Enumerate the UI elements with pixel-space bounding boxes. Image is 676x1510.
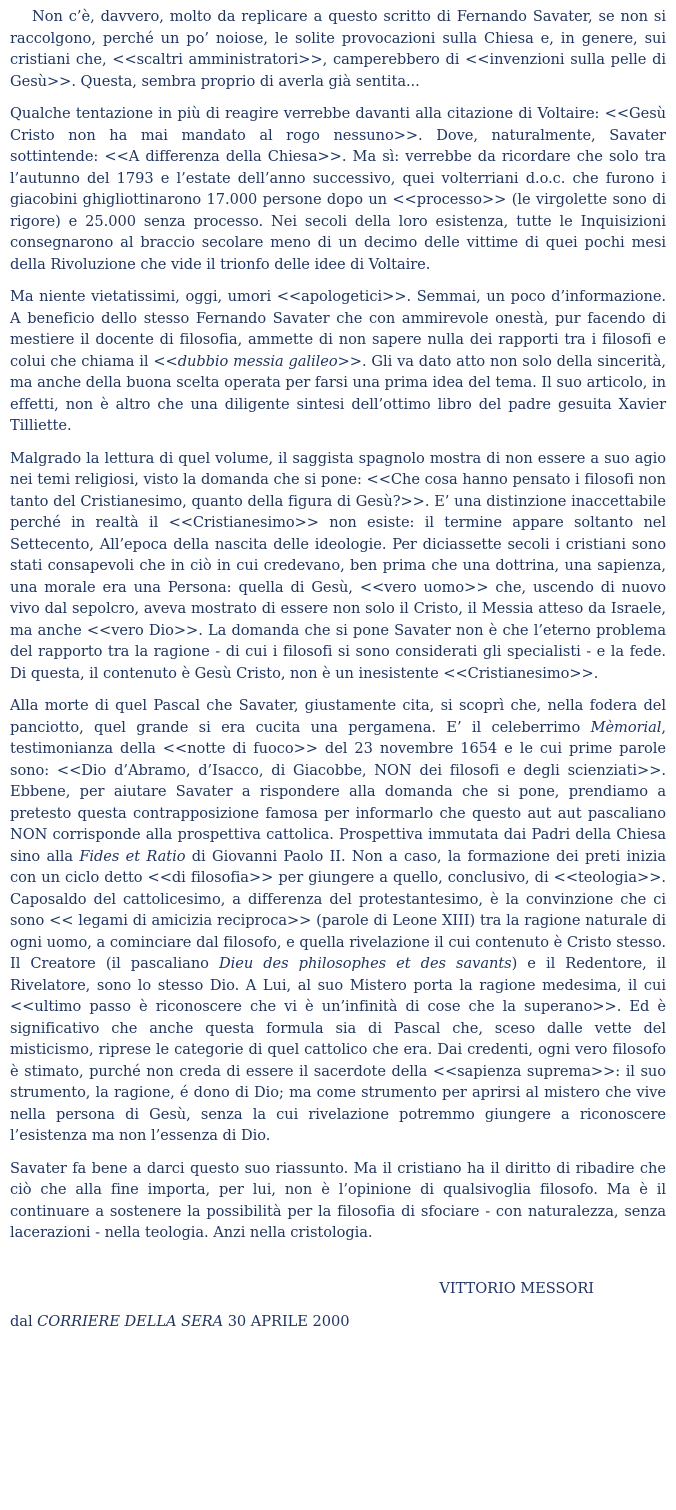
paragraph-3-text-a: Ma niente vietatissimi, oggi, umori <<apologetici>>. Semmai, un poco d’informazione. A beneficio dello stesso Fernando Savater che con ammirevole onestà, pur facendo di mestiere il docente di filosofia, ammette di non sapere nulla dei rapporti tra i filosofi e colui che chiama il << [10, 288, 666, 370]
paragraph-5-emphasis-memorial: Mèmorial [590, 718, 662, 736]
paragraph-5-text-b: , testimonianza della <<notte di fuoco>> del 23 novembre 1654 e le cui prime parole sono: <<Dio d’Abramo, d’Isacco, di Giacobbe, NON dei filosofi e degli scienziati>>. Ebbene, per aiutare Savater a rispondere alla domanda che si pone, prendiamo a pretesto questa contrapposizione famosa per informarlo che questo aut aut pascaliano NON corrisponde alla prospettiva cattolica. Prospettiva immutata dai Padri della Chiesa sino alla [10, 718, 666, 865]
paragraph-5-emphasis-dieu: Dieu des philosophes et des savants [218, 955, 512, 972]
article-page [10, 6, 666, 1333]
paragraph-5-emphasis-fides: Fides et Ratio [79, 847, 186, 865]
author-signature: VITTORIO MESSORI [439, 1279, 594, 1297]
source-prefix: dal [10, 1313, 38, 1330]
paragraph-4: Malgrado la lettura di quel volume, il saggista spagnolo mostra di non essere a suo agio nei temi religiosi, visto la domanda che si pone: <<Che cosa hanno pensato i filosofi non tanto del Cristianesimo, quanto della figura di Gesù?>>. E’ una distinzione inaccettabile perché in realtà il <<Cristianesimo>> non esiste: il termine appare soltanto nel Settecento, All’epoca della nascita delle ideologie. Per diciassette secoli i cristiani sono stati consapevoli che in ciò in cui credevano, ben prima che una dottrina, una sapienza, una morale era una Persona: quella di Gesù, <<vero uomo>> che, uscendo di nuovo vivo dal sepolcro, aveva mostrato di essere non solo il Cristo, il Messia atteso da Israele, ma anche <<vero Dio>>. La domanda che si pone Savater non è che l’eterno problema del rapporto tra la ragione - di cui i filosofi si sono considerati gli specialisti - e la fede. Di questa, il contenuto è Gesù Cristo, non è un inesistente <<Cristianesimo>>. [10, 449, 666, 682]
paragraph-5-text-c: di Giovanni Paolo II. Non a caso, la formazione dei preti inizia con un ciclo detto <<di filosofia>> per giungere a quello, conclusivo, di <<teologia>>. Caposaldo del cattolicesimo, a differenza del protestantesimo, è la convinzione che ci sono << legami di amicizia reciproca>> (parole di Leone XIII) tra la ragione naturale di ogni uomo, a cominciare dal filosofo, e quella rivelazione il cui contenuto è Cristo stesso. Il Creatore (il pascaliano [10, 847, 666, 972]
paragraph-5-text-a: Alla morte di quel Pascal che Savater, giustamente cita, si scoprì che, nella fodera del panciotto, quel grande si era cucita una pergamena. E’ il celeberrimo [10, 697, 666, 736]
paragraph-5-text-d: ) e il Redentore, il Rivelatore, sono lo stesso Dio. A Lui, al suo Mistero porta la ragione medesima, il cui <<ultimo passo è riconoscere che vi è un’infinità di cose che la superano>>. Ed è significativo che anche questa formula sia di Pascal che, sceso dalle vette del misticismo, riprese le categorie di quel cattolico che era. Dai credenti, ogni vero filosofo è stimato, purché non creda di essere il sacerdote della <<sapienza suprema>>: il suo strumento, la ragione, é dono di Dio; ma come strumento per aprirsi al mistero che vive nella persona di Gesù, senza la cui rivelazione potremmo giungere a riconoscere l’esistenza ma non l’essenza di Dio. [10, 955, 666, 1144]
paragraph-3-emphasis: dubbio messia galileo [177, 352, 338, 370]
paragraph-5 [10, 695, 666, 1147]
source-newspaper: CORRIERE DELLA SERA [37, 1313, 224, 1330]
paragraph-2: Qualche tentazione in più di reagire verrebbe davanti alla citazione di Voltaire: <<Gesù Cristo non ha mai mandato al rogo nessuno>>. Dove, naturalmente, Savater sottintende: <<A differenza della Chiesa>>. Ma sì: verrebbe da ricordare che solo tra l’autunno del 1793 e l’estate dell’anno successivo, quei volterriani d.o.c. che furono i giacobini ghigliottinarono 17.000 persone dopo un <<processo>> (le virgolette sono di rigore) e 25.000 senza processo. Nei secoli della loro esistenza, tutte le Inquisizioni consegnarono al braccio secolare meno di un decimo delle vittime di quei pochi mesi della Rivoluzione che vide il trionfo delle idee di Voltaire. [10, 105, 666, 273]
source-line [10, 1311, 666, 1333]
paragraph-6: Savater fa bene a darci questo suo riassunto. Ma il cristiano ha il diritto di ribadire che ciò che alla fine importa, per lui, non è l’opinione di qualsivoglia filosofo. Ma è il continuare a sostenere la possibilità per la filosofia di sfociare - con naturalezza, senza lacerazioni - nella teologia. Anzi nella cristologia. [10, 1159, 666, 1241]
paragraph-1: Non c’è, davvero, molto da replicare a questo scritto di Fernando Savater, se non si raccolgono, perché un po’ noiose, le solite provocazioni sulla Chiesa e, in genere, sui cristiani che, <<scaltri amministratori>>, camperebbero di <<invenzioni sulla pelle di Gesù>>. Questa, sembra proprio di averla già sentita... [10, 8, 666, 90]
paragraph-3 [10, 286, 666, 437]
paragraph-3-text-b: >>. Gli va dato atto non solo della sincerità, ma anche della buona scelta operata per farsi una prima idea del tema. Il suo articolo, in effetti, non è altro che una diligente sintesi dell’ottimo libro del padre gesuita Xavier Tilliette. [10, 352, 666, 434]
source-date: 30 APRILE 2000 [223, 1313, 350, 1330]
